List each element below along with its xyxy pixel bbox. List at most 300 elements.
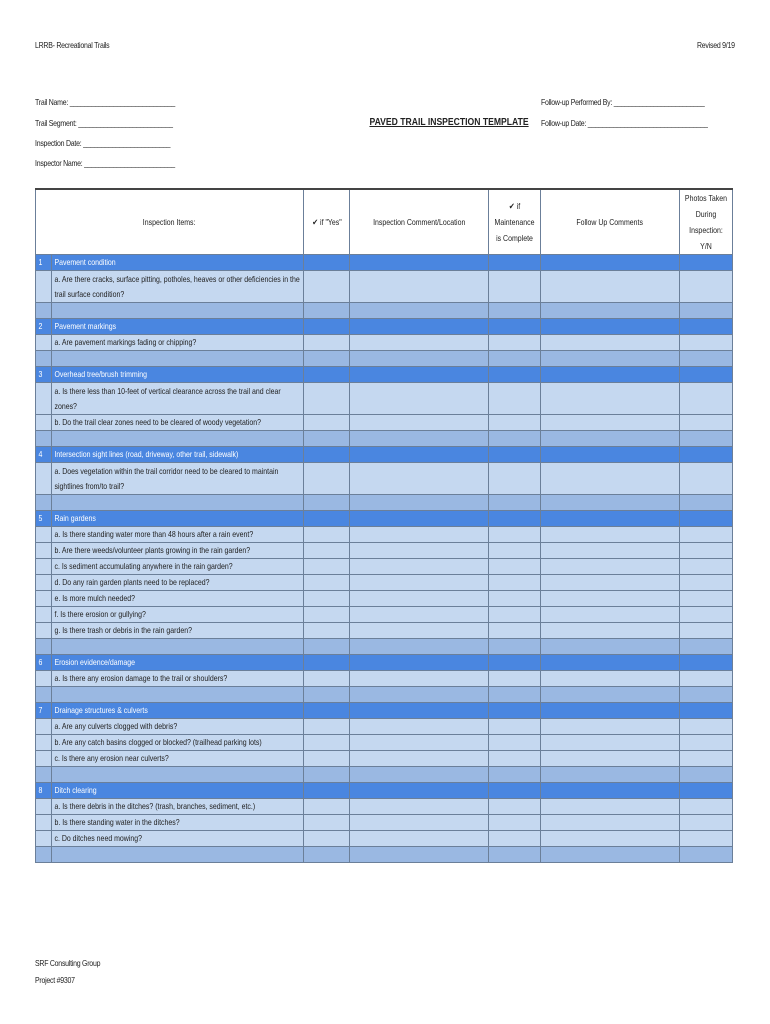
yes-cell[interactable] [304,847,350,863]
yes-cell[interactable] [304,783,350,799]
section-number: 8 [36,783,52,799]
comment-cell[interactable] [350,655,489,671]
maintenance-cell[interactable] [489,831,541,847]
follow-up-cell[interactable] [541,687,680,703]
comment-cell[interactable] [350,799,489,815]
section-row [36,511,733,527]
photos-cell[interactable] [680,799,733,815]
footer-project: Project #9307 [35,975,75,985]
inspection-item: f. Is there erosion or gullying? [52,607,304,623]
comment-cell[interactable] [350,351,489,367]
follow-up-cell[interactable] [541,847,680,863]
photos-cell[interactable] [680,639,733,655]
blank-cell [36,351,52,367]
inspection-date-field[interactable]: Inspection Date: ________________________ [35,138,171,148]
follow-up-cell[interactable] [541,431,680,447]
section-number: 1 [36,255,52,271]
blank-row [36,303,733,319]
blank-row [36,767,733,783]
blank-cell [36,431,52,447]
maintenance-cell[interactable] [489,463,541,495]
blank-cell [36,687,52,703]
follow-up-cell[interactable] [541,639,680,655]
photos-cell[interactable] [680,591,733,607]
photos-cell[interactable] [680,847,733,863]
table-row [36,623,733,639]
row-spacer [36,831,52,847]
row-spacer [36,415,52,431]
maintenance-cell[interactable] [489,847,541,863]
photos-cell[interactable] [680,831,733,847]
inspection-table [35,188,733,863]
photos-cell[interactable] [680,271,733,303]
yes-cell[interactable] [304,303,350,319]
section-title: Ditch clearing [52,783,304,799]
table-row [36,815,733,831]
yes-cell[interactable] [304,447,350,463]
comment-cell[interactable] [350,639,489,655]
row-spacer [36,751,52,767]
yes-cell[interactable] [304,623,350,639]
maintenance-cell[interactable] [489,367,541,383]
follow-up-cell[interactable] [541,591,680,607]
section-title: Overhead tree/brush trimming [52,367,304,383]
yes-cell[interactable] [304,255,350,271]
comment-cell[interactable] [350,735,489,751]
follow-up-cell[interactable] [541,511,680,527]
blank-cell [52,431,304,447]
photos-cell[interactable] [680,431,733,447]
maintenance-cell[interactable] [489,623,541,639]
header-maintenance: ✔ if Maintenance is Complete [489,189,541,255]
maintenance-cell[interactable] [489,271,541,303]
inspection-item: b. Do the trail clear zones need to be cleared of woody vegetation? [52,415,304,431]
inspection-item: a. Is there less than 10-feet of vertical clearance across the trail and clear zones? [52,383,304,415]
blank-cell [36,303,52,319]
section-number: 3 [36,367,52,383]
maintenance-cell[interactable] [489,415,541,431]
row-spacer [36,383,52,415]
inspection-item: e. Is more mulch needed? [52,591,304,607]
row-spacer [36,543,52,559]
header-follow-up: Follow Up Comments [541,189,680,255]
follow-up-cell[interactable] [541,719,680,735]
photos-cell[interactable] [680,303,733,319]
inspection-item: a. Is there any erosion damage to the trail or shoulders? [52,671,304,687]
yes-cell[interactable] [304,799,350,815]
maintenance-cell[interactable] [489,767,541,783]
follow-up-cell[interactable] [541,751,680,767]
comment-cell[interactable] [350,431,489,447]
blank-row [36,431,733,447]
photos-cell[interactable] [680,783,733,799]
blank-cell [52,351,304,367]
comment-cell[interactable] [350,575,489,591]
photos-cell[interactable] [680,815,733,831]
inspection-item: a. Are there cracks, surface pitting, potholes, heaves or other deficiencies in the trail surface condition? [52,271,304,303]
follow-up-cell[interactable] [541,495,680,511]
follow-up-cell[interactable] [541,623,680,639]
table-row [36,271,733,303]
section-row [36,703,733,719]
table-row [36,559,733,575]
comment-cell[interactable] [350,463,489,495]
comment-cell[interactable] [350,767,489,783]
comment-cell[interactable] [350,543,489,559]
table-row [36,463,733,495]
photos-cell[interactable] [680,671,733,687]
comment-cell[interactable] [350,415,489,431]
blank-row [36,847,733,863]
yes-cell[interactable] [304,335,350,351]
yes-cell[interactable] [304,415,350,431]
section-title: Pavement condition [52,255,304,271]
follow-up-cell[interactable] [541,831,680,847]
maintenance-cell[interactable] [489,559,541,575]
table-row [36,799,733,815]
table-body [36,255,733,863]
table-header-row [36,189,733,255]
photos-cell[interactable] [680,383,733,415]
row-spacer [36,575,52,591]
comment-cell[interactable] [350,703,489,719]
maintenance-cell[interactable] [489,527,541,543]
blank-cell [52,847,304,863]
follow-up-cell[interactable] [541,767,680,783]
table-row [36,335,733,351]
maintenance-cell[interactable] [489,591,541,607]
maintenance-cell[interactable] [489,783,541,799]
blank-row [36,495,733,511]
maintenance-cell[interactable] [489,431,541,447]
blank-cell [52,687,304,703]
photos-cell[interactable] [680,367,733,383]
header-photos: Photos Taken During Inspection: Y/N [680,189,733,255]
blank-row [36,687,733,703]
photos-cell[interactable] [680,767,733,783]
photos-cell[interactable] [680,575,733,591]
row-spacer [36,607,52,623]
blank-cell [36,495,52,511]
photos-cell[interactable] [680,255,733,271]
yes-cell[interactable] [304,463,350,495]
row-spacer [36,463,52,495]
follow-up-cell[interactable] [541,383,680,415]
follow-up-cell[interactable] [541,351,680,367]
inspection-item: a. Are pavement markings fading or chipping? [52,335,304,351]
revised-date: Revised 9/19 [697,40,735,50]
follow-up-cell[interactable] [541,815,680,831]
maintenance-cell[interactable] [489,607,541,623]
maintenance-cell[interactable] [489,447,541,463]
photos-cell[interactable] [680,543,733,559]
section-title: Drainage structures & culverts [52,703,304,719]
maintenance-cell[interactable] [489,511,541,527]
maintenance-cell[interactable] [489,815,541,831]
yes-cell[interactable] [304,703,350,719]
yes-cell[interactable] [304,751,350,767]
photos-cell[interactable] [680,319,733,335]
maintenance-cell[interactable] [489,383,541,415]
comment-cell[interactable] [350,623,489,639]
inspection-item: b. Are any catch basins clogged or blocked? (trailhead parking lots) [52,735,304,751]
blank-row [36,639,733,655]
table-row [36,719,733,735]
maintenance-cell[interactable] [489,687,541,703]
inspection-item: c. Is there any erosion near culverts? [52,751,304,767]
inspection-item: a. Does vegetation within the trail corridor need to be cleared to maintain sightlines from/to trail? [52,463,304,495]
inspection-item: g. Is there trash or debris in the rain garden? [52,623,304,639]
inspection-item: b. Is there standing water in the ditches? [52,815,304,831]
section-number: 7 [36,703,52,719]
section-number: 5 [36,511,52,527]
yes-cell[interactable] [304,511,350,527]
row-spacer [36,623,52,639]
comment-cell[interactable] [350,831,489,847]
follow-up-cell[interactable] [541,575,680,591]
maintenance-cell[interactable] [489,335,541,351]
comment-cell[interactable] [350,751,489,767]
maintenance-cell[interactable] [489,735,541,751]
table-row [36,671,733,687]
inspection-item: b. Are there weeds/volunteer plants growing in the rain garden? [52,543,304,559]
comment-cell[interactable] [350,367,489,383]
comment-cell[interactable] [350,271,489,303]
section-number: 6 [36,655,52,671]
photos-cell[interactable] [680,559,733,575]
photos-cell[interactable] [680,447,733,463]
comment-cell[interactable] [350,255,489,271]
table-row [36,575,733,591]
blank-row [36,351,733,367]
section-title: Rain gardens [52,511,304,527]
followup-date-field[interactable]: Follow-up Date: _________________________________ [541,118,708,128]
maintenance-cell[interactable] [489,799,541,815]
follow-up-cell[interactable] [541,607,680,623]
comment-cell[interactable] [350,447,489,463]
section-number: 4 [36,447,52,463]
maintenance-cell[interactable] [489,719,541,735]
row-spacer [36,591,52,607]
follow-up-cell[interactable] [541,527,680,543]
section-title: Pavement markings [52,319,304,335]
inspection-item: a. Is there debris in the ditches? (trash, branches, sediment, etc.) [52,799,304,815]
maintenance-cell[interactable] [489,751,541,767]
photos-cell[interactable] [680,607,733,623]
photos-cell[interactable] [680,335,733,351]
comment-cell[interactable] [350,607,489,623]
photos-cell[interactable] [680,351,733,367]
blank-cell [52,303,304,319]
yes-cell[interactable] [304,639,350,655]
maintenance-cell[interactable] [489,495,541,511]
yes-cell[interactable] [304,719,350,735]
followup-by-field[interactable]: Follow-up Performed By: _________________________ [541,97,705,107]
comment-cell[interactable] [350,783,489,799]
yes-cell[interactable] [304,271,350,303]
comment-cell[interactable] [350,847,489,863]
yes-cell[interactable] [304,735,350,751]
blank-cell [36,639,52,655]
photos-cell[interactable] [680,735,733,751]
row-spacer [36,799,52,815]
section-row [36,255,733,271]
yes-cell[interactable] [304,687,350,703]
comment-cell[interactable] [350,319,489,335]
blank-cell [36,767,52,783]
row-spacer [36,815,52,831]
follow-up-cell[interactable] [541,735,680,751]
inspection-item: a. Is there standing water more than 48 hours after a rain event? [52,527,304,543]
table-row [36,735,733,751]
section-row [36,367,733,383]
yes-cell[interactable] [304,591,350,607]
photos-cell[interactable] [680,703,733,719]
blank-cell [52,495,304,511]
page-title: PAVED TRAIL INSPECTION TEMPLATE [369,116,529,128]
photos-cell[interactable] [680,623,733,639]
follow-up-cell[interactable] [541,415,680,431]
follow-up-cell[interactable] [541,543,680,559]
section-title: Erosion evidence/damage [52,655,304,671]
yes-cell[interactable] [304,815,350,831]
inspection-item: d. Do any rain garden plants need to be replaced? [52,575,304,591]
table-row [36,607,733,623]
inspection-item: c. Do ditches need mowing? [52,831,304,847]
table-row [36,527,733,543]
follow-up-cell[interactable] [541,671,680,687]
table-row [36,415,733,431]
yes-cell[interactable] [304,319,350,335]
yes-cell[interactable] [304,351,350,367]
maintenance-cell[interactable] [489,575,541,591]
yes-cell[interactable] [304,767,350,783]
table-row [36,543,733,559]
section-number: 2 [36,319,52,335]
follow-up-cell[interactable] [541,463,680,495]
comment-cell[interactable] [350,559,489,575]
yes-cell[interactable] [304,495,350,511]
blank-cell [52,767,304,783]
blank-cell [52,639,304,655]
photos-cell[interactable] [680,415,733,431]
maintenance-cell[interactable] [489,703,541,719]
yes-cell[interactable] [304,527,350,543]
comment-cell[interactable] [350,335,489,351]
maintenance-cell[interactable] [489,319,541,335]
follow-up-cell[interactable] [541,255,680,271]
yes-cell[interactable] [304,575,350,591]
comment-cell[interactable] [350,687,489,703]
blank-cell [36,847,52,863]
photos-cell[interactable] [680,511,733,527]
section-row [36,319,733,335]
follow-up-cell[interactable] [541,655,680,671]
row-spacer [36,271,52,303]
table-row [36,591,733,607]
header-inspection-items: Inspection Items: [36,189,304,255]
comment-cell[interactable] [350,527,489,543]
follow-up-cell[interactable] [541,447,680,463]
maintenance-cell[interactable] [489,671,541,687]
comment-cell[interactable] [350,815,489,831]
photos-cell[interactable] [680,751,733,767]
comment-cell[interactable] [350,495,489,511]
section-row [36,447,733,463]
photos-cell[interactable] [680,719,733,735]
maintenance-cell[interactable] [489,543,541,559]
follow-up-cell[interactable] [541,703,680,719]
comment-cell[interactable] [350,671,489,687]
yes-cell[interactable] [304,559,350,575]
comment-cell[interactable] [350,383,489,415]
follow-up-cell[interactable] [541,319,680,335]
yes-cell[interactable] [304,431,350,447]
photos-cell[interactable] [680,495,733,511]
comment-cell[interactable] [350,303,489,319]
maintenance-cell[interactable] [489,303,541,319]
follow-up-cell[interactable] [541,783,680,799]
follow-up-cell[interactable] [541,799,680,815]
table-row [36,831,733,847]
table-row [36,751,733,767]
inspection-item: a. Are any culverts clogged with debris? [52,719,304,735]
comment-cell[interactable] [350,719,489,735]
inspection-item: c. Is sediment accumulating anywhere in the rain garden? [52,559,304,575]
maintenance-cell[interactable] [489,351,541,367]
inspector-name-field[interactable]: Inspector Name: _________________________ [35,158,175,168]
section-row [36,655,733,671]
follow-up-cell[interactable] [541,303,680,319]
table-row [36,383,733,415]
header-comment: Inspection Comment/Location [350,189,489,255]
section-row [36,783,733,799]
row-spacer [36,335,52,351]
section-title: Intersection sight lines (road, driveway, other trail, sidewalk) [52,447,304,463]
yes-cell[interactable] [304,655,350,671]
row-spacer [36,671,52,687]
yes-cell[interactable] [304,383,350,415]
trail-name-field[interactable]: Trail Name: _____________________________ [35,97,176,107]
follow-up-cell[interactable] [541,367,680,383]
yes-cell[interactable] [304,367,350,383]
maintenance-cell[interactable] [489,255,541,271]
yes-cell[interactable] [304,543,350,559]
org-name: LRRB- Recreational Trails [35,40,110,50]
yes-cell[interactable] [304,831,350,847]
follow-up-cell[interactable] [541,335,680,351]
maintenance-cell[interactable] [489,639,541,655]
row-spacer [36,527,52,543]
header-yes: ✔ if "Yes" [304,189,350,255]
yes-cell[interactable] [304,607,350,623]
yes-cell[interactable] [304,671,350,687]
photos-cell[interactable] [680,463,733,495]
footer-company: SRF Consulting Group [35,958,101,968]
comment-cell[interactable] [350,511,489,527]
comment-cell[interactable] [350,591,489,607]
follow-up-cell[interactable] [541,271,680,303]
photos-cell[interactable] [680,687,733,703]
follow-up-cell[interactable] [541,559,680,575]
photos-cell[interactable] [680,655,733,671]
trail-segment-field[interactable]: Trail Segment: __________________________ [35,118,173,128]
maintenance-cell[interactable] [489,655,541,671]
row-spacer [36,735,52,751]
photos-cell[interactable] [680,527,733,543]
row-spacer [36,559,52,575]
row-spacer [36,719,52,735]
